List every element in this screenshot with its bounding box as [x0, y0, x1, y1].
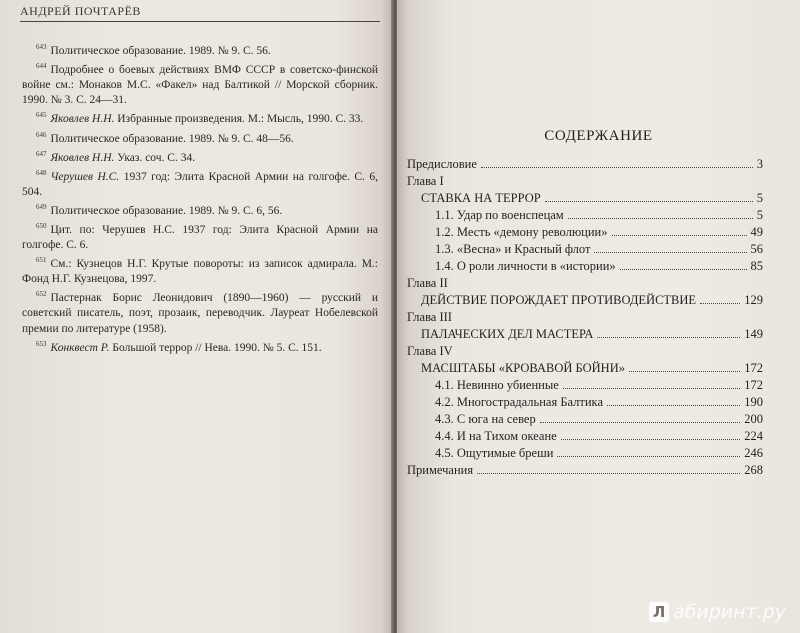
toc-entry-section: 4.4. И на Тихом океане 224 [435, 429, 763, 443]
endnote: $^{651}$ См.: Кузнецов Н.Г. Крутые повороты: из записок адмирала. М.: Фонд Н.Г. Кузнецова, 1997. [22, 256, 378, 286]
endnote: $^{653}$ Конквест Р. Большой террор // Нева. 1990. № 5. С. 151. [36, 339, 322, 354]
dot-leader [620, 268, 747, 270]
toc-entry-section: 1.1. Удар по военспецам 5 [435, 208, 763, 222]
chapter-label: Глава I [407, 174, 444, 188]
chapter-label: Глава II [407, 276, 448, 290]
running-head: АНДРЕЙ ПОЧТАРЁВ [20, 4, 141, 18]
dot-leader [545, 200, 753, 202]
head-rule [20, 21, 380, 22]
endnote: $^{650}$ Цит. по: Черушев Н.С. 1937 год: Элита Красной Армии на голгофе. С. 6. [22, 221, 378, 251]
toc-entry-section: 4.2. Многострадальная Балтика 190 [435, 395, 763, 409]
dot-leader [568, 217, 753, 219]
toc-entry-section: 4.1. Невинно убиенные 172 [435, 378, 763, 392]
endnotes-list [22, 40, 378, 356]
toc-entry-chapter: ДЕЙСТВИЕ ПОРОЖДАЕТ ПРОТИВОДЕЙСТВИЕ 129 [421, 293, 763, 307]
endnote: $^{649}$ Политическое образование. 1989. № 9. С. 6, 56. [36, 202, 283, 217]
endnote: $^{645}$ Яковлев Н.Н. Избранные произведения. М.: Мысль, 1990. С. 33. [36, 111, 364, 126]
dot-leader [607, 404, 740, 406]
endnote: $^{643}$ Политическое образование. 1989. № 9. С. 56. [36, 43, 271, 57]
chapter-label: Глава IV [407, 344, 453, 358]
toc-entry-chapter: МАСШТАБЫ «КРОВАВОЙ БОЙНИ» 172 [421, 361, 763, 375]
toc-entry-notes: Примечания 268 [407, 463, 763, 477]
dot-leader [481, 166, 753, 168]
dot-leader [563, 387, 740, 389]
endnote: $^{648}$ Черушев Н.С. 1937 год: Элита Красной Армии на голгофе. С. 6, 504. [22, 168, 379, 198]
dot-leader [540, 421, 741, 423]
toc-title: СОДЕРЖАНИЕ [544, 128, 653, 144]
endnote: $^{646}$ Политическое образование. 1989. № 9. С. 48—56. [36, 130, 294, 145]
dot-leader [629, 370, 740, 372]
left-page [0, 0, 393, 633]
toc-entry-chapter: СТАВКА НА ТЕРРОР 5 [421, 191, 763, 205]
toc-entry-section: 4.5. Ощутимые бреши 246 [435, 446, 763, 460]
dot-leader [557, 455, 740, 457]
dot-leader [477, 472, 740, 474]
toc-entry-chapter: ПАЛАЧЕСКИХ ДЕЛ МАСТЕРА 149 [421, 327, 763, 341]
chapter-label: Глава III [407, 310, 452, 324]
endnote: $^{644}$ Подробнее о боевых действиях ВМФ СССР в советско-финской войне см.: Монаков М.С. «Факел» над Балтикой // Морской сборник. 1990. № 3. С. 24—31. [22, 62, 378, 107]
watermark-text: абиринт.ру [673, 601, 786, 623]
labirint-watermark [649, 601, 786, 623]
dot-leader [612, 234, 747, 236]
toc-entry-preface: Предисловие 3 [407, 157, 763, 171]
dot-leader [597, 336, 740, 338]
labirint-logo-icon: Л [649, 602, 669, 622]
toc-entry-section: 1.4. О роли личности в «истории» 85 [435, 259, 763, 273]
toc-entry-section: 1.2. Месть «демону революции» 49 [435, 225, 763, 239]
dot-leader [561, 438, 741, 440]
toc-entry-section: 1.3. «Весна» и Красный флот 56 [435, 242, 763, 256]
endnote: $^{652}$ Пастернак Борис Леонидович (1890—1960) — русский и советский писатель, поэт, прозаик, переводчик. Лауреат Нобелевской премии по литературе (1958). [22, 290, 378, 335]
right-page [397, 0, 800, 633]
dot-leader [594, 251, 746, 253]
toc-entry-section: 4.3. С юга на север 200 [435, 412, 763, 426]
dot-leader [700, 302, 740, 304]
endnote: $^{647}$ Яковлев Н.Н. Указ. соч. С. 34. [36, 149, 196, 164]
